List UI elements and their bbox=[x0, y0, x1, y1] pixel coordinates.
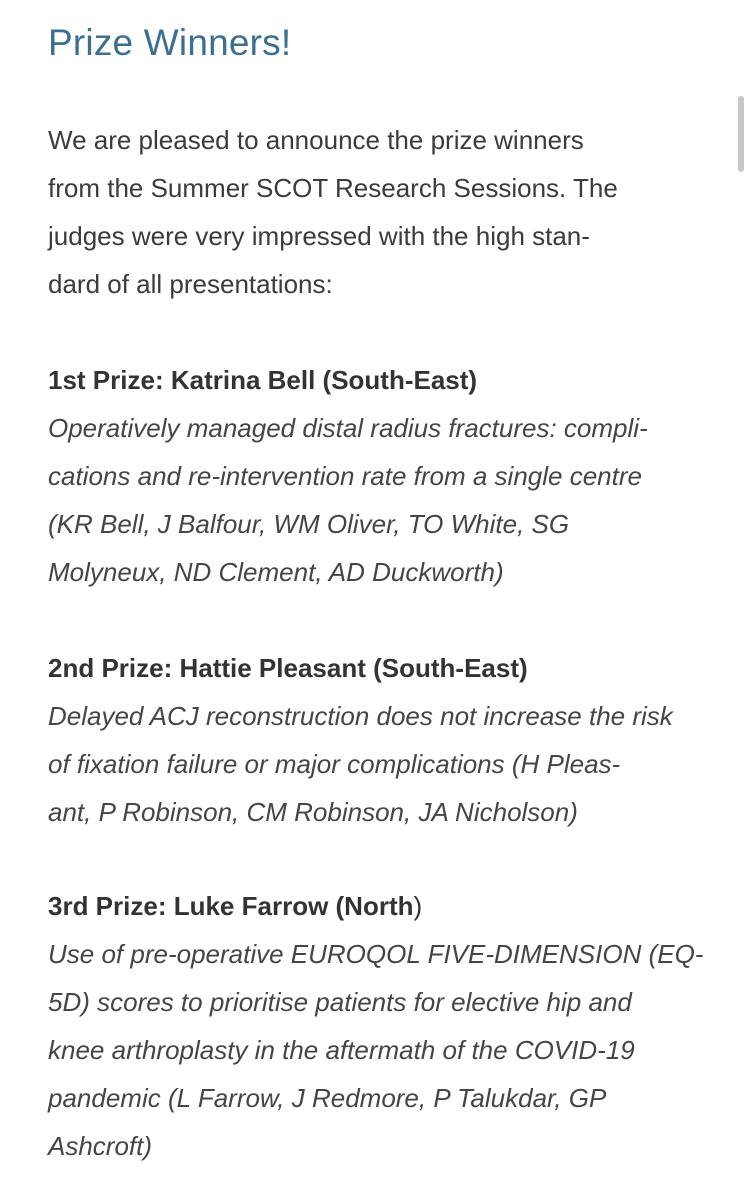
scrollbar-thumb[interactable] bbox=[738, 96, 744, 172]
prize-description-line: ant, P Robinson, CM Robinson, JA Nicholson) bbox=[48, 797, 578, 827]
prize-heading-close-paren: ) bbox=[413, 891, 423, 921]
prize-entry-first bbox=[48, 356, 718, 596]
prize-heading-wrapper bbox=[48, 882, 718, 930]
prize-description-line: cations and re-intervention rate from a single centre bbox=[48, 461, 642, 491]
prize-description-line: Molyneux, ND Clement, AD Duckworth) bbox=[48, 557, 504, 587]
prize-description-line: pandemic (L Farrow, J Redmore, P Talukdar, GP bbox=[48, 1083, 607, 1113]
prize-entry-third bbox=[48, 882, 718, 1170]
prize-description-line: knee arthroplasty in the aftermath of the COVID-19 bbox=[48, 1035, 635, 1065]
prize-heading: 2nd Prize: Hattie Pleasant (South-East) bbox=[48, 653, 528, 683]
intro-paragraph bbox=[48, 116, 708, 308]
intro-line: from the Summer SCOT Research Sessions. The bbox=[48, 173, 618, 203]
intro-line: We are pleased to announce the prize winners bbox=[48, 125, 584, 155]
prize-description-line: Ashcroft) bbox=[48, 1131, 153, 1161]
prize-description-line: (KR Bell, J Balfour, WM Oliver, TO White, SG bbox=[48, 509, 570, 539]
prize-heading: 1st Prize: Katrina Bell (South-East) bbox=[48, 365, 478, 395]
prize-description-line: Delayed ACJ reconstruction does not increase the risk bbox=[48, 701, 673, 731]
prize-description-line: Use of pre-operative EUROQOL FIVE-DIMENSION (EQ- bbox=[48, 939, 704, 969]
prize-description-line: Operatively managed distal radius fractures: compli- bbox=[48, 413, 648, 443]
intro-line: judges were very impressed with the high stan- bbox=[48, 221, 590, 251]
prize-heading: 3rd Prize: Luke Farrow (North bbox=[48, 891, 414, 921]
intro-line: dard of all presentations: bbox=[48, 269, 333, 299]
prize-entry-second bbox=[48, 644, 718, 836]
prize-description-line: of fixation failure or major complications (H Pleas- bbox=[48, 749, 621, 779]
page-title: Prize Winners! bbox=[48, 22, 292, 63]
prize-description-line: 5D) scores to prioritise patients for elective hip and bbox=[48, 987, 632, 1017]
